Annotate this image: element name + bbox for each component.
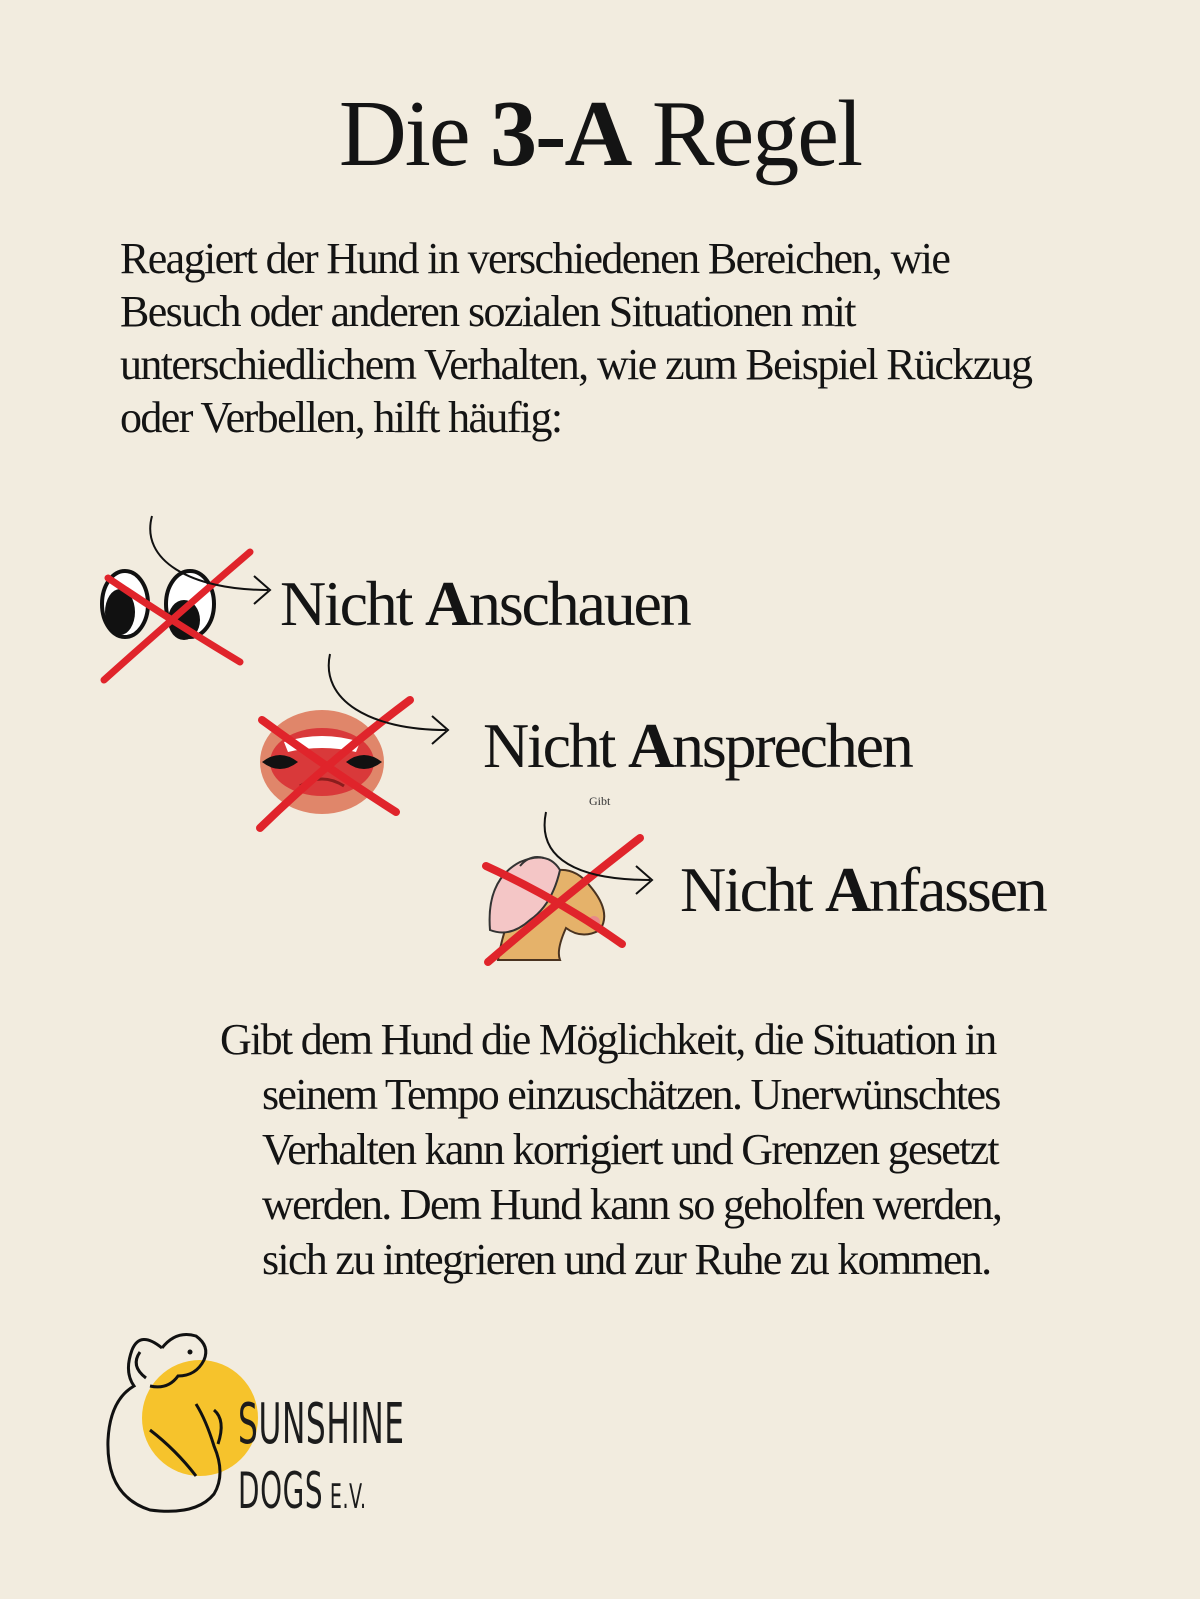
outro-line: sich zu integrieren und zur Ruhe zu kommen. [262, 1235, 991, 1284]
rule-nicht-anfassen: Nicht Anfassen [680, 854, 1046, 925]
page-title: Die 3-A Regel [338, 82, 862, 186]
outro-line: Gibt dem Hund die Möglichkeit, die Situation in [220, 1015, 996, 1064]
outro-paragraph [220, 1012, 1080, 1287]
intro-paragraph: Reagiert der Hund in verschiedenen Bereichen, wie Besuch oder anderen sozialen Situationen mit unterschiedlichem Verhalten, wie zum Beispiel Rückzug oder Verbellen, hilft häufig: [120, 234, 1032, 442]
logo-graphic [108, 1335, 258, 1512]
rule-nicht-anschauen: Nicht Anschauen [280, 568, 690, 639]
outro-line: seinem Tempo einzuschätzen. Unerwünschtes [262, 1070, 1000, 1119]
rule-nicht-ansprechen: Nicht Ansprechen [483, 710, 912, 781]
logo-name-line2: DOGS E.V. [238, 1462, 367, 1520]
small-caption: Gibt [589, 794, 611, 808]
logo-name-line1: SUNSHINE [238, 1392, 405, 1457]
outro-line: werden. Dem Hund kann so geholfen werden, [262, 1180, 1002, 1229]
outro-line: Verhalten kann korrigiert und Grenzen gesetzt [262, 1125, 998, 1174]
